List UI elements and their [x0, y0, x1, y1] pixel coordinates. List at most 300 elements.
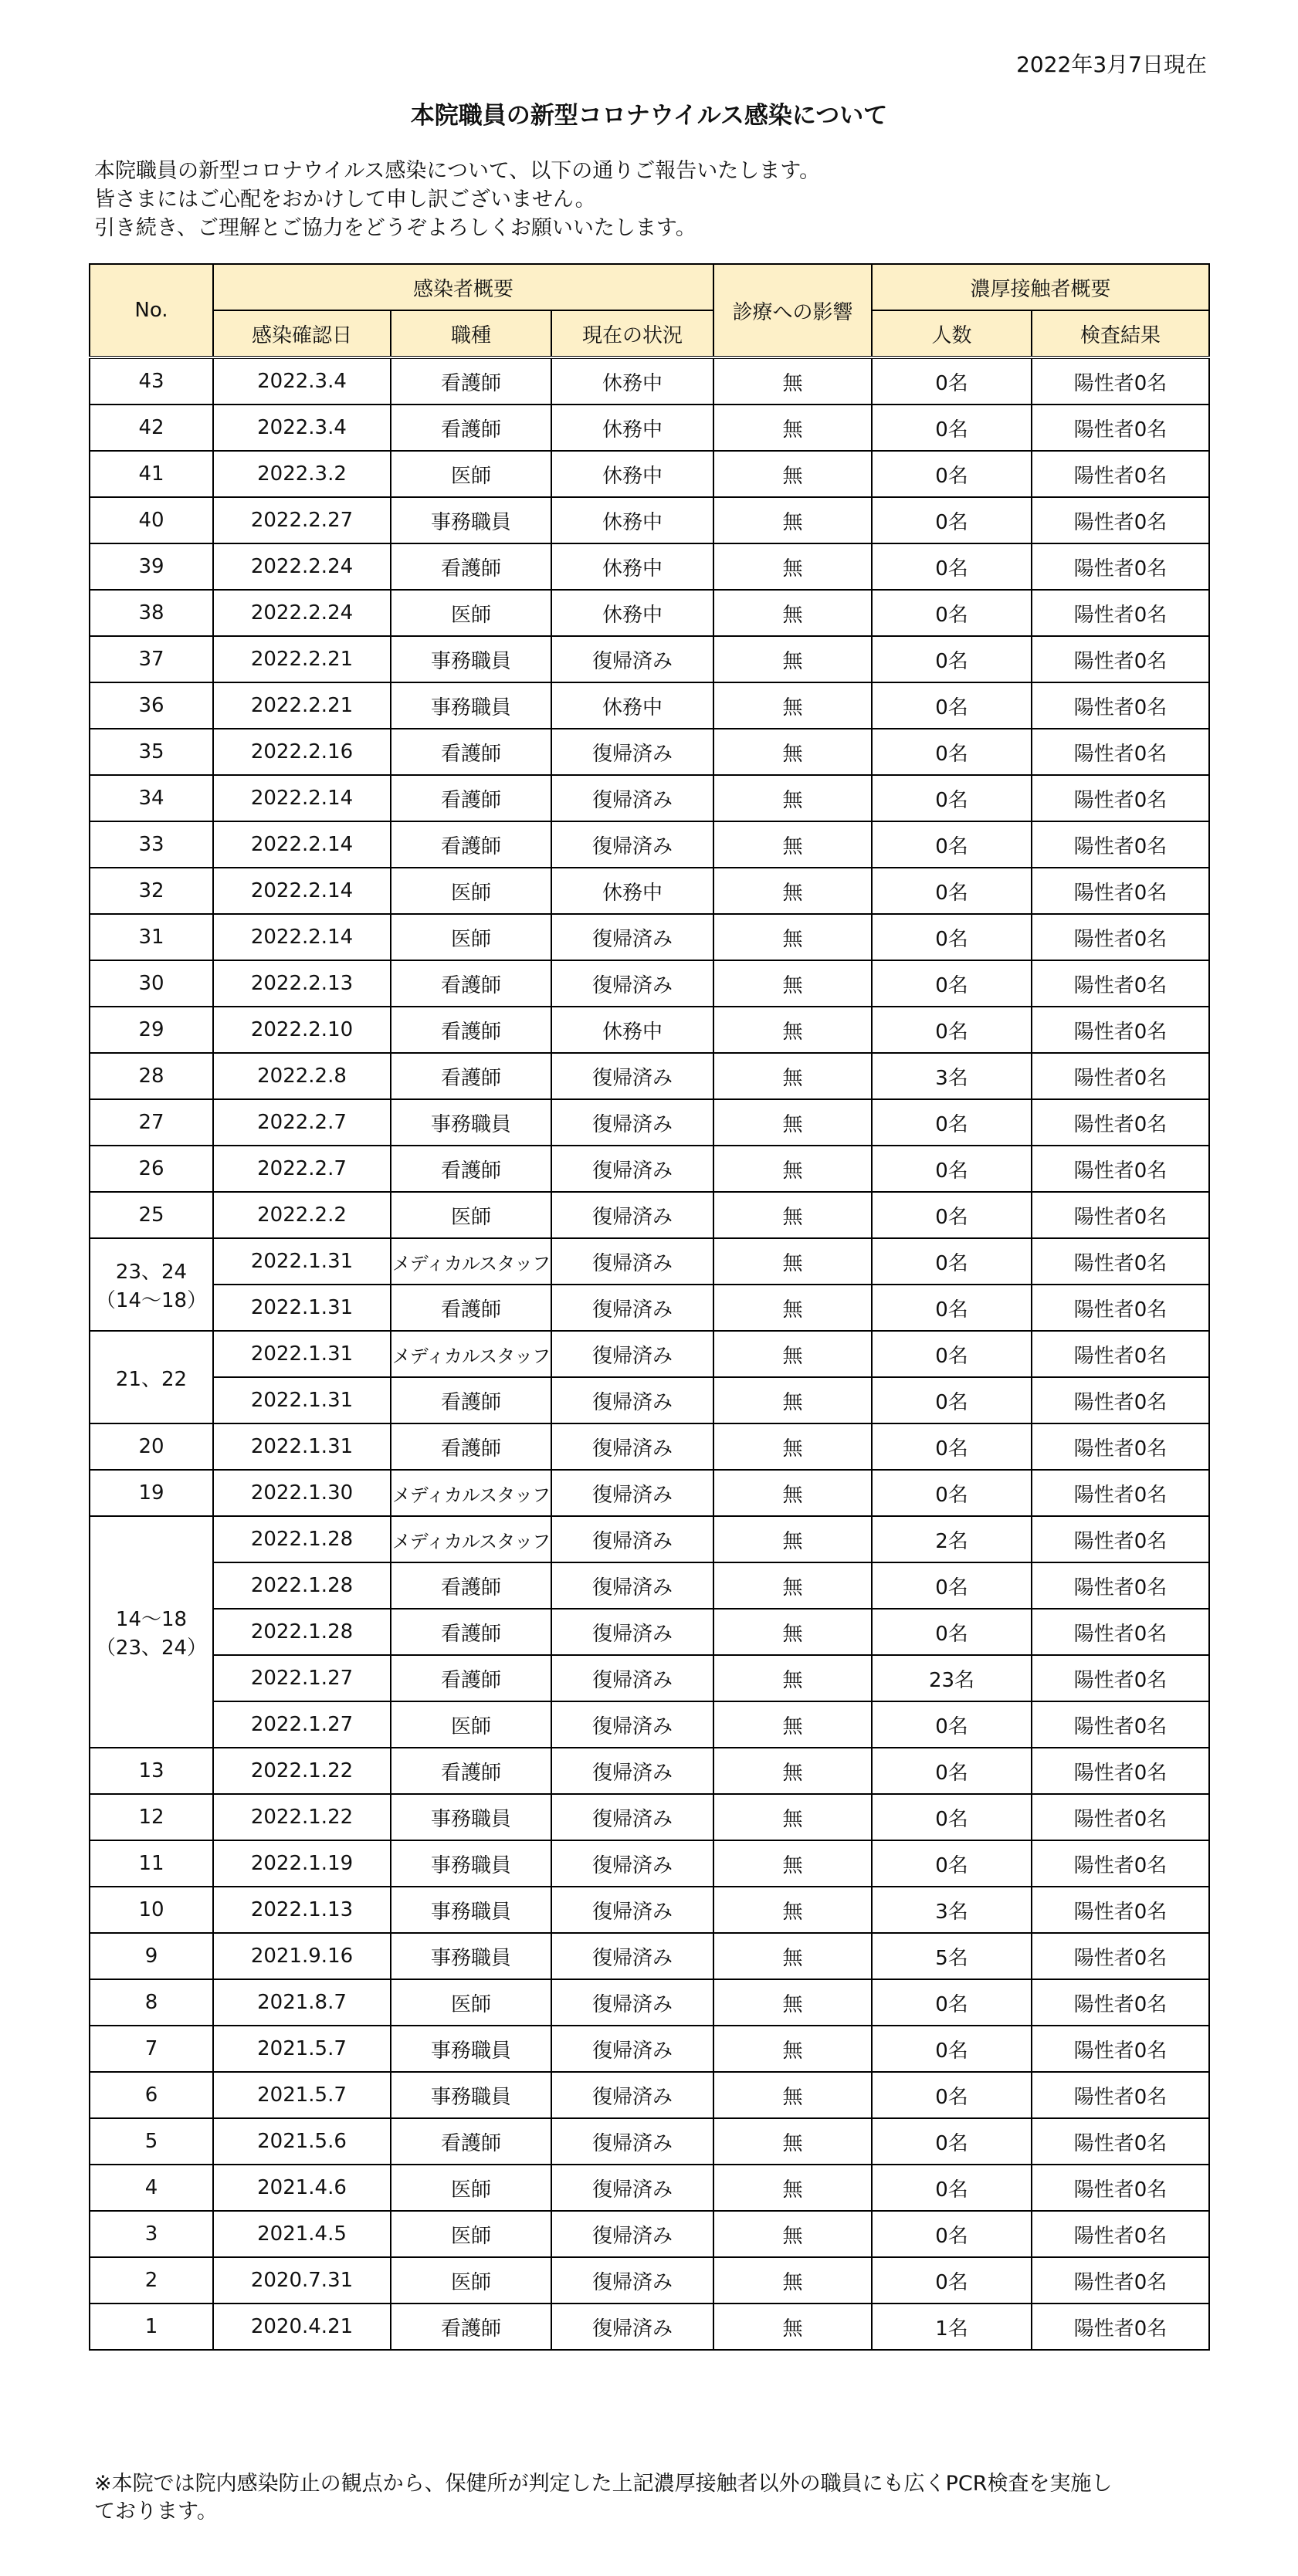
table-row	[90, 1007, 1209, 1053]
cell-contact-count: 0名	[872, 729, 1032, 775]
cell-impact: 無	[713, 775, 872, 821]
cell-confirmed-date: 2022.2.13	[213, 960, 391, 1007]
cell-contact-count: 0名	[872, 2026, 1032, 2072]
cell-contact-count: 0名	[872, 1609, 1032, 1655]
cell-job: 事務職員	[391, 1933, 551, 1979]
cell-job: 事務職員	[391, 2026, 551, 2072]
cell-no-label: 33	[138, 833, 164, 856]
cell-impact: 無	[713, 543, 872, 590]
cell-confirmed-date: 2022.1.28	[213, 1609, 391, 1655]
cell-status: 復帰済み	[551, 1701, 713, 1748]
cell-no-label: 4	[144, 2176, 158, 2199]
cell-no-label: 39	[138, 555, 164, 578]
cell-confirmed-date: 2022.3.4	[213, 357, 391, 405]
cell-no	[90, 357, 213, 405]
cell-contact-count: 0名	[872, 1840, 1032, 1887]
cell-job: 医師	[391, 2211, 551, 2257]
cell-contact-count: 0名	[872, 1331, 1032, 1377]
cell-contact-count: 0名	[872, 775, 1032, 821]
cell-status: 復帰済み	[551, 1238, 713, 1285]
cell-status: 復帰済み	[551, 1748, 713, 1794]
cell-test-result: 陽性者0名	[1032, 1470, 1209, 1516]
cell-no	[90, 960, 213, 1007]
cell-confirmed-date: 2022.2.14	[213, 775, 391, 821]
cell-impact: 無	[713, 1609, 872, 1655]
cell-contact-count: 0名	[872, 1748, 1032, 1794]
cell-job: 医師	[391, 1192, 551, 1238]
table-row	[90, 1470, 1209, 1516]
table-row	[90, 1748, 1209, 1794]
cell-no	[90, 1099, 213, 1146]
cell-no	[90, 1516, 213, 1748]
cell-no-label: 30	[138, 972, 164, 995]
table-row	[90, 2211, 1209, 2257]
cell-job: 事務職員	[391, 1794, 551, 1840]
cell-confirmed-date: 2022.1.19	[213, 1840, 391, 1887]
table-row	[90, 1146, 1209, 1192]
intro-text	[94, 157, 820, 242]
cell-job: 医師	[391, 2165, 551, 2211]
cell-status: 復帰済み	[551, 1655, 713, 1701]
cell-no-label: 32	[138, 879, 164, 902]
cell-confirmed-date: 2022.2.21	[213, 636, 391, 682]
cell-test-result: 陽性者0名	[1032, 497, 1209, 543]
cell-status: 復帰済み	[551, 2072, 713, 2118]
cell-confirmed-date: 2022.2.7	[213, 1146, 391, 1192]
cell-contact-count: 0名	[872, 682, 1032, 729]
cell-contact-count: 23名	[872, 1655, 1032, 1701]
cell-no-label: 28	[138, 1065, 164, 1088]
cell-impact: 無	[713, 1099, 872, 1146]
cell-status: 復帰済み	[551, 1099, 713, 1146]
table-body	[90, 357, 1209, 2350]
cell-confirmed-date: 2022.1.22	[213, 1748, 391, 1794]
table-row	[90, 821, 1209, 868]
table-row	[90, 1053, 1209, 1099]
cell-contact-count: 0名	[872, 2165, 1032, 2211]
cell-job: 看護師	[391, 1053, 551, 1099]
cell-confirmed-date: 2022.1.27	[213, 1655, 391, 1701]
cell-no-label: 8	[144, 1991, 158, 2014]
cell-test-result: 陽性者0名	[1032, 1933, 1209, 1979]
header-status: 現在の状況	[551, 310, 713, 357]
table-row	[90, 2072, 1209, 2118]
cell-test-result: 陽性者0名	[1032, 2257, 1209, 2304]
cell-test-result: 陽性者0名	[1032, 1562, 1209, 1609]
cell-status: 復帰済み	[551, 2165, 713, 2211]
cell-test-result: 陽性者0名	[1032, 1655, 1209, 1701]
cell-no	[90, 729, 213, 775]
cell-confirmed-date: 2022.1.31	[213, 1377, 391, 1423]
table-row	[90, 1516, 1209, 1562]
cell-no-label: 7	[144, 2037, 158, 2060]
cell-confirmed-date: 2021.4.6	[213, 2165, 391, 2211]
cell-status: 休務中	[551, 451, 713, 497]
cell-confirmed-date: 2020.4.21	[213, 2304, 391, 2350]
cell-test-result: 陽性者0名	[1032, 1146, 1209, 1192]
cell-status: 復帰済み	[551, 1609, 713, 1655]
cell-job: 事務職員	[391, 1840, 551, 1887]
cell-no	[90, 1794, 213, 1840]
table-row	[90, 1840, 1209, 1887]
cell-status: 休務中	[551, 590, 713, 636]
cell-status: 復帰済み	[551, 2304, 713, 2350]
cell-status: 休務中	[551, 682, 713, 729]
table-row	[90, 2026, 1209, 2072]
cell-no	[90, 1933, 213, 1979]
cell-status: 休務中	[551, 497, 713, 543]
cell-no-label: 29	[138, 1018, 164, 1041]
table-row	[90, 1377, 1209, 1423]
cell-job: メディカルスタッフ	[391, 1470, 551, 1516]
cell-impact: 無	[713, 729, 872, 775]
cell-confirmed-date: 2022.2.14	[213, 914, 391, 960]
cell-contact-count: 0名	[872, 405, 1032, 451]
table-header	[90, 264, 1209, 357]
cell-impact: 無	[713, 1007, 872, 1053]
cell-job: 医師	[391, 868, 551, 914]
cell-impact: 無	[713, 2257, 872, 2304]
cell-no	[90, 1331, 213, 1423]
cell-status: 復帰済み	[551, 960, 713, 1007]
cell-test-result: 陽性者0名	[1032, 2026, 1209, 2072]
cell-job: 看護師	[391, 1007, 551, 1053]
table-row	[90, 1285, 1209, 1331]
cell-test-result: 陽性者0名	[1032, 1701, 1209, 1748]
cell-test-result: 陽性者0名	[1032, 1794, 1209, 1840]
cell-no	[90, 1192, 213, 1238]
cell-contact-count: 0名	[872, 2211, 1032, 2257]
cell-confirmed-date: 2022.2.10	[213, 1007, 391, 1053]
cell-status: 復帰済み	[551, 2257, 713, 2304]
cell-status: 復帰済み	[551, 1516, 713, 1562]
cell-confirmed-date: 2022.2.14	[213, 868, 391, 914]
table-row	[90, 729, 1209, 775]
cell-contact-count: 0名	[872, 451, 1032, 497]
cell-contact-count: 1名	[872, 2304, 1032, 2350]
cell-confirmed-date: 2021.9.16	[213, 1933, 391, 1979]
cell-job: 看護師	[391, 1609, 551, 1655]
cell-no-label: 43	[138, 370, 164, 393]
table-row	[90, 1933, 1209, 1979]
cell-status: 復帰済み	[551, 2026, 713, 2072]
cell-confirmed-date: 2022.1.31	[213, 1238, 391, 1285]
cell-contact-count: 0名	[872, 1146, 1032, 1192]
cell-contact-count: 0名	[872, 1099, 1032, 1146]
cell-contact-count: 0名	[872, 543, 1032, 590]
cell-job: 事務職員	[391, 2072, 551, 2118]
cell-job: 事務職員	[391, 636, 551, 682]
cell-impact: 無	[713, 868, 872, 914]
cell-test-result: 陽性者0名	[1032, 960, 1209, 1007]
cell-test-result: 陽性者0名	[1032, 914, 1209, 960]
cell-no-label: 37	[138, 648, 164, 671]
table-row	[90, 543, 1209, 590]
header-test-result: 検査結果	[1032, 310, 1209, 357]
footnote-line: ております。	[94, 2500, 218, 2524]
cell-job: 看護師	[391, 1146, 551, 1192]
cell-job: 医師	[391, 2257, 551, 2304]
cell-confirmed-date: 2022.2.7	[213, 1099, 391, 1146]
cell-job: 看護師	[391, 960, 551, 1007]
cell-no	[90, 590, 213, 636]
cell-contact-count: 0名	[872, 960, 1032, 1007]
cell-test-result: 陽性者0名	[1032, 1238, 1209, 1285]
cell-confirmed-date: 2022.2.21	[213, 682, 391, 729]
table-row	[90, 682, 1209, 729]
infection-table	[89, 263, 1210, 2351]
cell-no	[90, 543, 213, 590]
cell-status: 休務中	[551, 543, 713, 590]
table-row	[90, 2304, 1209, 2350]
cell-contact-count: 0名	[872, 1562, 1032, 1609]
cell-confirmed-date: 2022.2.16	[213, 729, 391, 775]
cell-no-label: 9	[144, 1945, 158, 1968]
footnote	[94, 2470, 1222, 2526]
cell-impact: 無	[713, 1979, 872, 2026]
cell-confirmed-date: 2022.1.31	[213, 1423, 391, 1470]
table-row	[90, 590, 1209, 636]
table-row	[90, 1192, 1209, 1238]
table-row	[90, 1609, 1209, 1655]
intro-line: 引き続き、ご理解とご協力をどうぞよろしくお願いいたします。	[94, 216, 696, 240]
cell-impact: 無	[713, 497, 872, 543]
cell-confirmed-date: 2022.2.24	[213, 590, 391, 636]
cell-test-result: 陽性者0名	[1032, 2304, 1209, 2350]
cell-status: 復帰済み	[551, 1887, 713, 1933]
cell-impact: 無	[713, 2304, 872, 2350]
header-impact: 診療への影響	[713, 264, 872, 357]
cell-contact-count: 0名	[872, 2118, 1032, 2165]
cell-status: 復帰済み	[551, 1331, 713, 1377]
cell-contact-count: 0名	[872, 1377, 1032, 1423]
cell-no	[90, 2072, 213, 2118]
cell-job: 看護師	[391, 1285, 551, 1331]
cell-status: 休務中	[551, 1007, 713, 1053]
cell-test-result: 陽性者0名	[1032, 729, 1209, 775]
cell-impact: 無	[713, 1748, 872, 1794]
cell-no	[90, 682, 213, 729]
cell-job: 事務職員	[391, 1887, 551, 1933]
cell-job: 看護師	[391, 1377, 551, 1423]
cell-confirmed-date: 2021.5.7	[213, 2072, 391, 2118]
cell-status: 休務中	[551, 357, 713, 405]
cell-status: 復帰済み	[551, 914, 713, 960]
cell-no	[90, 1840, 213, 1887]
cell-no-label: 42	[138, 416, 164, 439]
table-row	[90, 960, 1209, 1007]
cell-confirmed-date: 2022.1.28	[213, 1562, 391, 1609]
cell-status: 復帰済み	[551, 636, 713, 682]
cell-contact-count: 0名	[872, 357, 1032, 405]
cell-no-label: 12	[138, 1806, 164, 1829]
cell-status: 復帰済み	[551, 2211, 713, 2257]
cell-job: 事務職員	[391, 682, 551, 729]
cell-confirmed-date: 2022.3.4	[213, 405, 391, 451]
cell-impact: 無	[713, 1933, 872, 1979]
cell-job: 看護師	[391, 821, 551, 868]
cell-contact-count: 0名	[872, 1007, 1032, 1053]
cell-confirmed-date: 2022.3.2	[213, 451, 391, 497]
table-row	[90, 2165, 1209, 2211]
cell-no	[90, 1979, 213, 2026]
cell-no	[90, 1053, 213, 1099]
cell-contact-count: 0名	[872, 914, 1032, 960]
cell-job: 看護師	[391, 1423, 551, 1470]
cell-confirmed-date: 2022.1.31	[213, 1331, 391, 1377]
cell-test-result: 陽性者0名	[1032, 821, 1209, 868]
cell-status: 休務中	[551, 868, 713, 914]
cell-job: メディカルスタッフ	[391, 1331, 551, 1377]
cell-no-label: 38	[138, 601, 164, 625]
cell-test-result: 陽性者0名	[1032, 1516, 1209, 1562]
cell-confirmed-date: 2022.1.13	[213, 1887, 391, 1933]
cell-no-label: 21、22	[115, 1367, 188, 1391]
cell-test-result: 陽性者0名	[1032, 2072, 1209, 2118]
cell-status: 復帰済み	[551, 1562, 713, 1609]
cell-job: 医師	[391, 914, 551, 960]
cell-no	[90, 1238, 213, 1331]
cell-no	[90, 2211, 213, 2257]
cell-impact: 無	[713, 1701, 872, 1748]
cell-confirmed-date: 2021.8.7	[213, 1979, 391, 2026]
cell-impact: 無	[713, 914, 872, 960]
cell-status: 復帰済み	[551, 1192, 713, 1238]
cell-impact: 無	[713, 1562, 872, 1609]
cell-no-label: 34	[138, 787, 164, 810]
cell-no-label: 27	[138, 1111, 164, 1134]
cell-test-result: 陽性者0名	[1032, 868, 1209, 914]
cell-contact-count: 0名	[872, 590, 1032, 636]
cell-job: 看護師	[391, 1655, 551, 1701]
table-row	[90, 405, 1209, 451]
cell-impact: 無	[713, 1655, 872, 1701]
cell-impact: 無	[713, 1331, 872, 1377]
cell-contact-count: 3名	[872, 1887, 1032, 1933]
cell-impact: 無	[713, 636, 872, 682]
cell-test-result: 陽性者0名	[1032, 2118, 1209, 2165]
table-row	[90, 357, 1209, 405]
table-row	[90, 2118, 1209, 2165]
cell-status: 復帰済み	[551, 1423, 713, 1470]
cell-no-label: 41	[138, 462, 164, 486]
footnote-line: ※本院では院内感染防止の観点から、保健所が判定した上記濃厚接触者以外の職員にも広くPCR検査を実施し	[94, 2472, 1113, 2496]
cell-contact-count: 2名	[872, 1516, 1032, 1562]
cell-contact-count: 5名	[872, 1933, 1032, 1979]
cell-no	[90, 2118, 213, 2165]
cell-test-result: 陽性者0名	[1032, 1748, 1209, 1794]
cell-no-related: （14～18）	[95, 1289, 208, 1312]
cell-confirmed-date: 2022.1.30	[213, 1470, 391, 1516]
cell-status: 復帰済み	[551, 1979, 713, 2026]
cell-test-result: 陽性者0名	[1032, 1099, 1209, 1146]
cell-status: 復帰済み	[551, 1285, 713, 1331]
cell-no-label: 40	[138, 509, 164, 532]
cell-impact: 無	[713, 1238, 872, 1285]
table-row	[90, 1238, 1209, 1285]
cell-no-label: 14～18	[115, 1608, 188, 1631]
cell-contact-count: 0名	[872, 1238, 1032, 1285]
cell-test-result: 陽性者0名	[1032, 1192, 1209, 1238]
cell-contact-count: 0名	[872, 2257, 1032, 2304]
cell-impact: 無	[713, 2118, 872, 2165]
header-contact-count: 人数	[872, 310, 1032, 357]
cell-job: 事務職員	[391, 497, 551, 543]
cell-test-result: 陽性者0名	[1032, 1840, 1209, 1887]
cell-impact: 無	[713, 1146, 872, 1192]
cell-contact-count: 0名	[872, 1285, 1032, 1331]
cell-no	[90, 2026, 213, 2072]
cell-job: 看護師	[391, 1748, 551, 1794]
cell-contact-count: 0名	[872, 1794, 1032, 1840]
cell-contact-count: 0名	[872, 1423, 1032, 1470]
table-row	[90, 1331, 1209, 1377]
cell-no-label: 6	[144, 2083, 158, 2107]
cell-no-related: （23、24）	[95, 1637, 208, 1660]
cell-no-label: 23、24	[115, 1261, 188, 1284]
cell-impact: 無	[713, 590, 872, 636]
cell-test-result: 陽性者0名	[1032, 775, 1209, 821]
cell-job: 看護師	[391, 729, 551, 775]
cell-test-result: 陽性者0名	[1032, 405, 1209, 451]
header-infected-summary: 感染者概要	[213, 264, 713, 310]
cell-contact-count: 0名	[872, 1470, 1032, 1516]
cell-impact: 無	[713, 1285, 872, 1331]
cell-impact: 無	[713, 357, 872, 405]
cell-impact: 無	[713, 1794, 872, 1840]
cell-test-result: 陽性者0名	[1032, 1609, 1209, 1655]
cell-test-result: 陽性者0名	[1032, 1007, 1209, 1053]
cell-impact: 無	[713, 405, 872, 451]
cell-no-label: 5	[144, 2130, 158, 2153]
cell-confirmed-date: 2021.5.7	[213, 2026, 391, 2072]
cell-impact: 無	[713, 2211, 872, 2257]
cell-no-label: 36	[138, 694, 164, 717]
cell-no	[90, 2257, 213, 2304]
cell-no	[90, 451, 213, 497]
cell-status: 休務中	[551, 405, 713, 451]
cell-impact: 無	[713, 1423, 872, 1470]
cell-test-result: 陽性者0名	[1032, 1331, 1209, 1377]
cell-status: 復帰済み	[551, 729, 713, 775]
cell-job: 看護師	[391, 357, 551, 405]
cell-no-label: 25	[138, 1203, 164, 1227]
cell-no-label: 3	[144, 2222, 158, 2246]
cell-impact: 無	[713, 1192, 872, 1238]
cell-no-label: 20	[138, 1435, 164, 1458]
cell-impact: 無	[713, 2165, 872, 2211]
intro-line: 皆さまにはご心配をおかけして申し訳ございません。	[94, 188, 596, 212]
page-title: 本院職員の新型コロナウイルス感染について	[410, 102, 888, 130]
cell-no	[90, 636, 213, 682]
table-row	[90, 1099, 1209, 1146]
cell-test-result: 陽性者0名	[1032, 1887, 1209, 1933]
cell-impact: 無	[713, 960, 872, 1007]
cell-status: 復帰済み	[551, 775, 713, 821]
cell-test-result: 陽性者0名	[1032, 636, 1209, 682]
cell-status: 復帰済み	[551, 1377, 713, 1423]
table-row	[90, 1655, 1209, 1701]
cell-job: 医師	[391, 590, 551, 636]
cell-confirmed-date: 2021.5.6	[213, 2118, 391, 2165]
table-row	[90, 1887, 1209, 1933]
table-row	[90, 1423, 1209, 1470]
table-row	[90, 2257, 1209, 2304]
report-date: 2022年3月7日現在	[1016, 52, 1207, 77]
cell-job: 看護師	[391, 543, 551, 590]
cell-no	[90, 1887, 213, 1933]
table-row	[90, 1794, 1209, 1840]
